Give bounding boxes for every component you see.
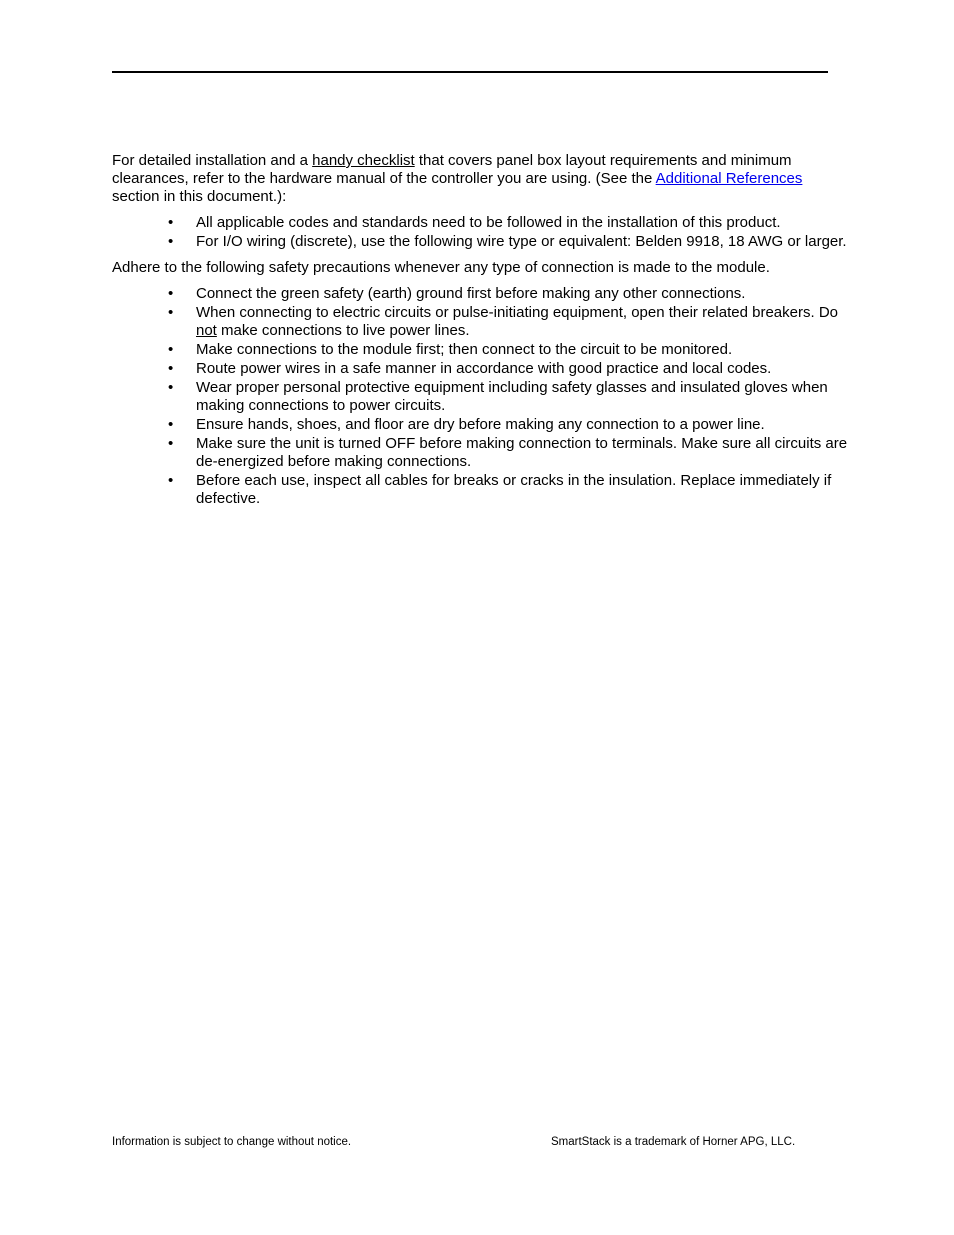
- list-item-text: Make sure the unit is turned OFF before making connection to terminals. Make sure all circuits are de-energized before making connections.: [196, 435, 848, 470]
- list-item: [168, 304, 852, 340]
- list-item-text: Ensure hands, shoes, and floor are dry before making any connection to a power line.: [196, 416, 765, 433]
- list-item-text: For I/O wiring (discrete), use the following wire type or equivalent: Belden 9918, 18 AWG or larger.: [196, 233, 847, 250]
- intro-paragraph: [112, 152, 852, 206]
- safety-intro-paragraph: Adhere to the following safety precautions whenever any type of connection is made to the module.: [112, 259, 770, 276]
- bullet-icon: •: [168, 285, 174, 302]
- list-item: [168, 341, 852, 359]
- bullet-icon: •: [168, 435, 174, 452]
- list-item-text: [196, 304, 838, 339]
- list-item-text: All applicable codes and standards need to be followed in the installation of this product.: [196, 214, 781, 231]
- footer-notice: Information is subject to change without notice.: [112, 1136, 352, 1148]
- safety-bullet-list: [112, 285, 852, 508]
- list-item-text-start: When connecting to electric circuits or pulse-initiating equipment, open their related breakers. Do: [196, 304, 838, 321]
- list-item-text: Route power wires in a safe manner in accordance with good practice and local codes.: [196, 360, 772, 377]
- list-item-text: Connect the green safety (earth) ground first before making any other connections.: [196, 285, 746, 302]
- list-item: [168, 233, 852, 251]
- document-body: [112, 152, 852, 509]
- header-rule: [112, 71, 828, 73]
- list-item-text: Wear proper personal protective equipment including safety glasses and insulated gloves when making connections to power circuits.: [196, 379, 828, 414]
- bullet-icon: •: [168, 379, 174, 396]
- intro-text-middle: that covers panel box layout requirements and minimum clearances, refer to the hardware manual of the controller you are using. (See the: [112, 152, 792, 187]
- list-item-text: Before each use, inspect all cables for breaks or cracks in the insulation. Replace immediately if defective.: [196, 472, 832, 507]
- list-item: [168, 285, 852, 303]
- list-item: [168, 360, 852, 378]
- list-item-text-end: make connections to live power lines.: [216, 322, 470, 339]
- bullet-icon: •: [168, 472, 174, 489]
- handy-checklist-text: handy checklist: [312, 152, 415, 169]
- additional-references-link[interactable]: Additional References: [655, 170, 803, 187]
- intro-text-before: For detailed installation and a: [112, 152, 313, 169]
- intro-text-after: section in this document.):: [112, 188, 287, 205]
- bullet-icon: •: [168, 341, 174, 358]
- footer-trademark: SmartStack is a trademark of Horner APG, LLC.: [551, 1136, 796, 1148]
- list-item-text: Make connections to the module first; then connect to the circuit to be monitored.: [196, 341, 733, 358]
- list-item: [168, 379, 852, 415]
- list-item: [168, 472, 852, 508]
- emphasis-not: not: [196, 322, 217, 339]
- list-item: [168, 416, 852, 434]
- list-item: [168, 435, 852, 471]
- bullet-icon: •: [168, 416, 174, 433]
- bullet-icon: •: [168, 304, 174, 321]
- installation-bullet-list: [112, 214, 852, 251]
- bullet-icon: •: [168, 233, 174, 250]
- list-item: [168, 214, 852, 232]
- bullet-icon: •: [168, 360, 174, 377]
- bullet-icon: •: [168, 214, 174, 231]
